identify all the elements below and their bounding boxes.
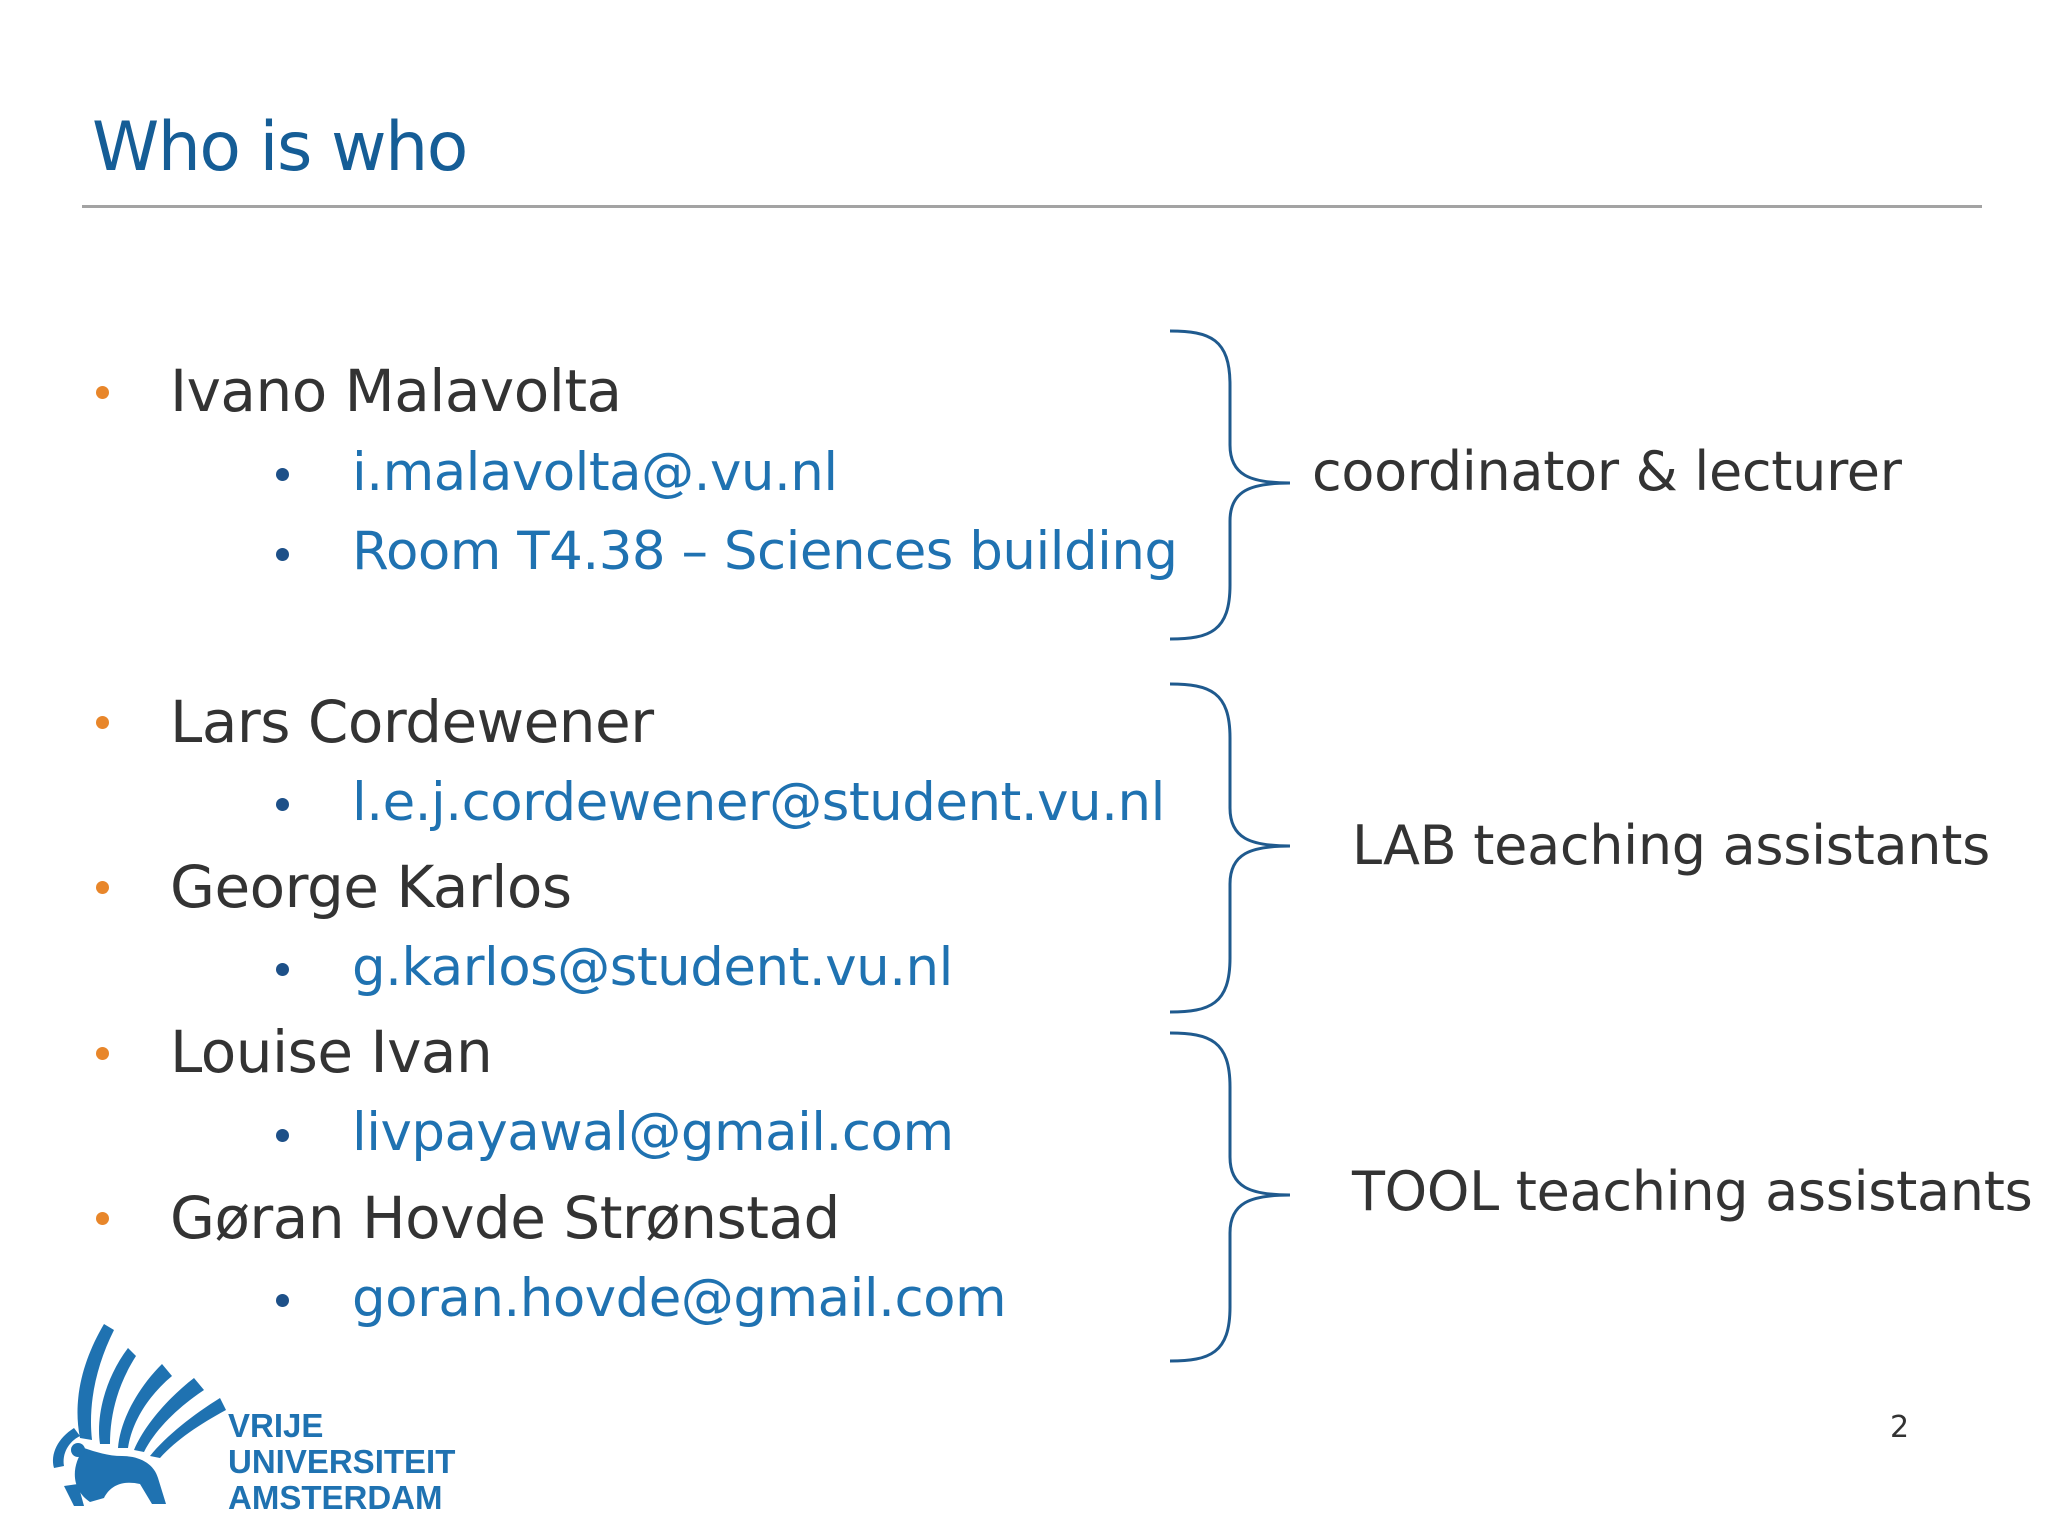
person-name: Gøran Hovde Strønstad: [170, 1184, 840, 1252]
griffin-icon: [44, 1318, 230, 1508]
bullet-marker: [96, 881, 109, 894]
page-number: 2: [1890, 1410, 1910, 1445]
slide-title: Who is who: [92, 108, 467, 187]
brace-coordinator: [1160, 325, 1300, 645]
logo-line: AMSTERDAM: [228, 1479, 443, 1516]
email-link[interactable]: g.karlos@student.vu.nl: [352, 937, 953, 998]
office-location: Room T4.38 – Sciences building: [352, 521, 1178, 582]
person-name: George Karlos: [170, 853, 572, 921]
bullet-marker: [276, 1294, 289, 1307]
bullet-marker: [96, 716, 109, 729]
bullet-marker: [96, 386, 109, 399]
bullet-marker: [276, 1129, 289, 1142]
email-link[interactable]: goran.hovde@gmail.com: [352, 1268, 1007, 1329]
person-name: Lars Cordewener: [170, 688, 654, 756]
role-label-lab: LAB teaching assistants: [1352, 814, 1990, 877]
university-logo-text: [228, 1408, 455, 1516]
role-label-coordinator: coordinator & lecturer: [1312, 440, 1902, 503]
logo-line: UNIVERSITEIT: [228, 1443, 456, 1480]
email-link[interactable]: livpayawal@gmail.com: [352, 1102, 954, 1163]
person-name: Ivano Malavolta: [170, 357, 622, 425]
bullet-marker: [276, 798, 289, 811]
bullet-marker: [276, 548, 289, 561]
email-link[interactable]: l.e.j.cordewener@student.vu.nl: [352, 772, 1165, 833]
logo-line: VRIJE: [228, 1407, 324, 1444]
email-link[interactable]: i.malavolta@.vu.nl: [352, 442, 838, 503]
title-divider: [82, 205, 1982, 208]
bullet-marker: [96, 1047, 109, 1060]
person-name: Louise Ivan: [170, 1018, 493, 1086]
bullet-marker: [96, 1212, 109, 1225]
role-label-tool: TOOL teaching assistants: [1352, 1160, 2033, 1223]
brace-tool: [1160, 1027, 1300, 1367]
bullet-marker: [276, 963, 289, 976]
bullet-marker: [276, 468, 289, 481]
brace-lab: [1160, 678, 1300, 1018]
